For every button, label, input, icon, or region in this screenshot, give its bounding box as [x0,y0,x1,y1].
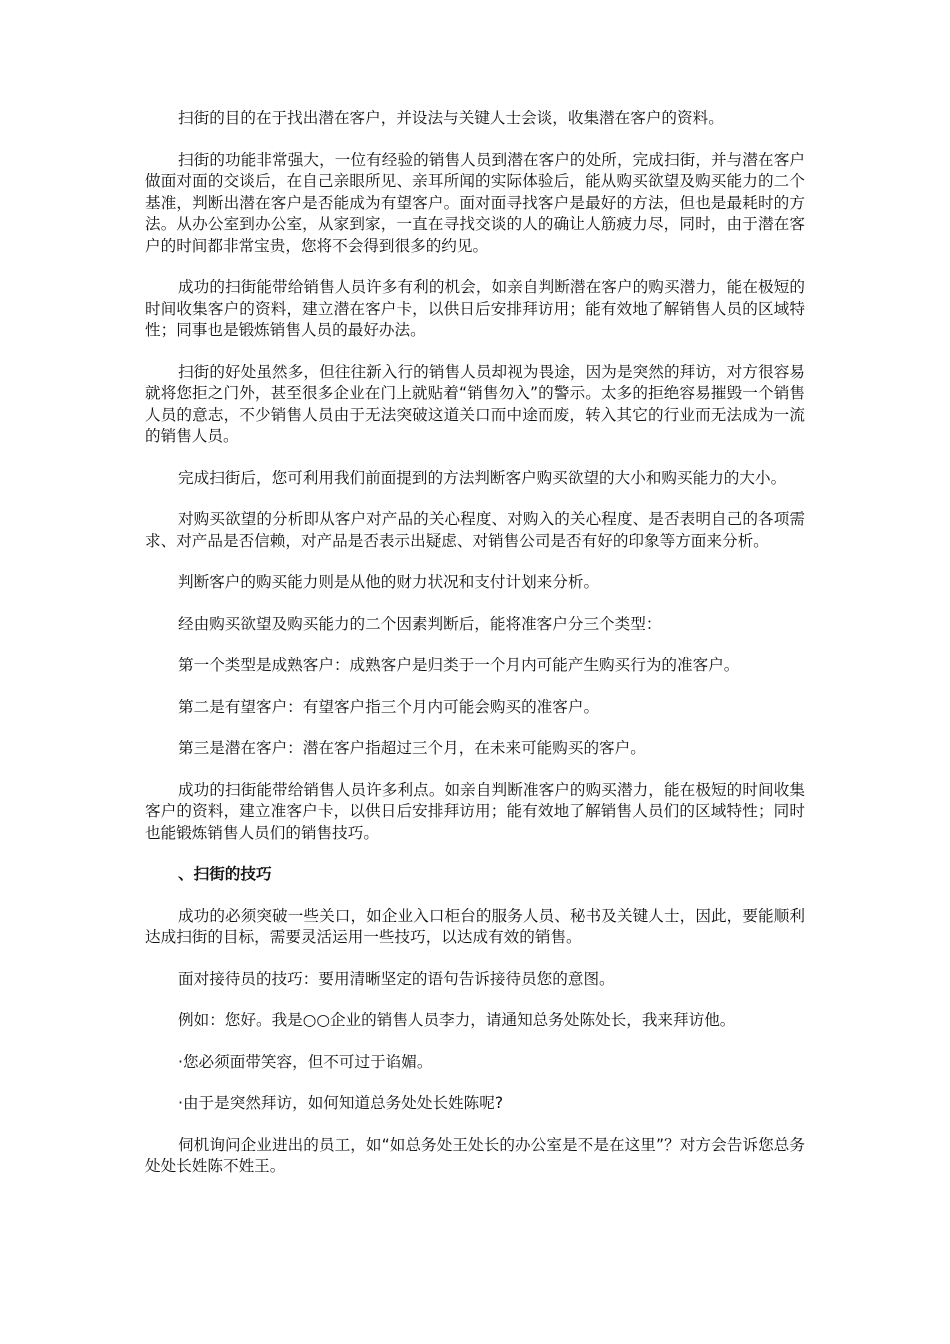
paragraph-9: 第一个类型是成熟客户：成熟客户是归类于一个月内可能产生购买行为的准客户。 [178,656,740,674]
paragraph-14: 成功的必须突破一些关口，如企业入口柜台的服务人员、秘书及关键人士，因此，要能顺利达成扫街的目标，需要灵活运用一些技巧，以达成有效的销售。 [145,906,805,946]
paragraph-19: 伺机询问企业进出的员工，如“如总务处王处长的办公室是不是在这里”？对方会告诉您总务处处长姓陈不姓王。 [145,1135,805,1175]
paragraph-12: 成功的扫街能带给销售人员许多利点。如亲自判断准客户的购买潜力，能在极短的时间收集客户的资料，建立准客户卡，以供日后安排拜访用；能有效地了解销售人员们的区域特性；同时也能锻炼销售人员们的销售技巧。 [145,780,805,842]
paragraph-2: 扫街的功能非常强大，一位有经验的销售人员到潜在客户的处所，完成扫街，并与潜在客户做面对面的交谈后，在自己亲眼所见、亲耳所闻的实际体验后，能从购买欲望及购买能力的二个基准，判断出潜在客户是否能成为有望客户。面对面寻找客户是最好的方法，但也是最耗时的方法。从办公室到办公室，从家到家，一直在寻找交谈的人的确让人筋疲力尽，同时，由于潜在客户的时间都非常宝贵，您将不会得到很多的约见。 [145,150,805,255]
paragraph-3: 成功的扫街能带给销售人员许多有利的机会，如亲自判断潜在客户的购买潜力，能在极短的时间收集客户的资料，建立潜在客户卡，以供日后安排拜访用；能有效地了解销售人员的区域特性；同事也是锻炼销售人员的最好办法。 [145,278,805,339]
paragraph-15: 面对接待员的技巧：要用清晰坚定的语句告诉接待员您的意图。 [178,969,615,988]
paragraph-6: 对购买欲望的分析即从客户对产品的关心程度、对购入的关心程度、是否表明自己的各项需求、对产品是否信赖，对产品是否表示出疑虑、对销售公司是否有好的印象等方面来分析。 [145,510,805,550]
section-heading: 、扫街的技巧 [178,865,272,883]
paragraph-11: 第三是潜在客户：潜在客户指超过三个月，在未来可能购买的客户。 [178,739,646,757]
paragraph-1: 扫街的目的在于找出潜在客户，并设法与关键人士会谈，收集潜在客户的资料。 [178,109,724,127]
paragraph-17: ·您必须面带笑容，但不可过于谄媚。 [178,1052,433,1071]
paragraph-18: ·由于是突然拜访，如何知道总务处处长姓陈呢? [178,1094,504,1112]
paragraph-4: 扫街的好处虽然多，但往往新入行的销售人员却视为畏途，因为是突然的拜访，对方很容易就将您拒之门外，甚至很多企业在门上就贴着“销售勿入”的警示。太多的拒绝容易摧毁一个销售人员的意志，不少销售人员由于无法突破这道关口而中途而废，转入其它的行业而无法成为一流的销售人员。 [145,362,805,445]
document-page [145,108,805,1198]
paragraph-5: 完成扫街后，您可利用我们前面提到的方法判断客户购买欲望的大小和购买能力的大小。 [178,468,787,487]
paragraph-7: 判断客户的购买能力则是从他的财力状况和支付计划来分析。 [178,573,600,591]
paragraph-16: 例如：您好。我是○○企业的销售人员李力，请通知总务处陈处长，我来拜访他。 [178,1011,736,1029]
paragraph-8: 经由购买欲望及购买能力的二个因素判断后，能将准客户分三个类型： [178,614,662,633]
paragraph-10: 第二是有望客户：有望客户指三个月内可能会购买的准客户。 [178,697,600,716]
